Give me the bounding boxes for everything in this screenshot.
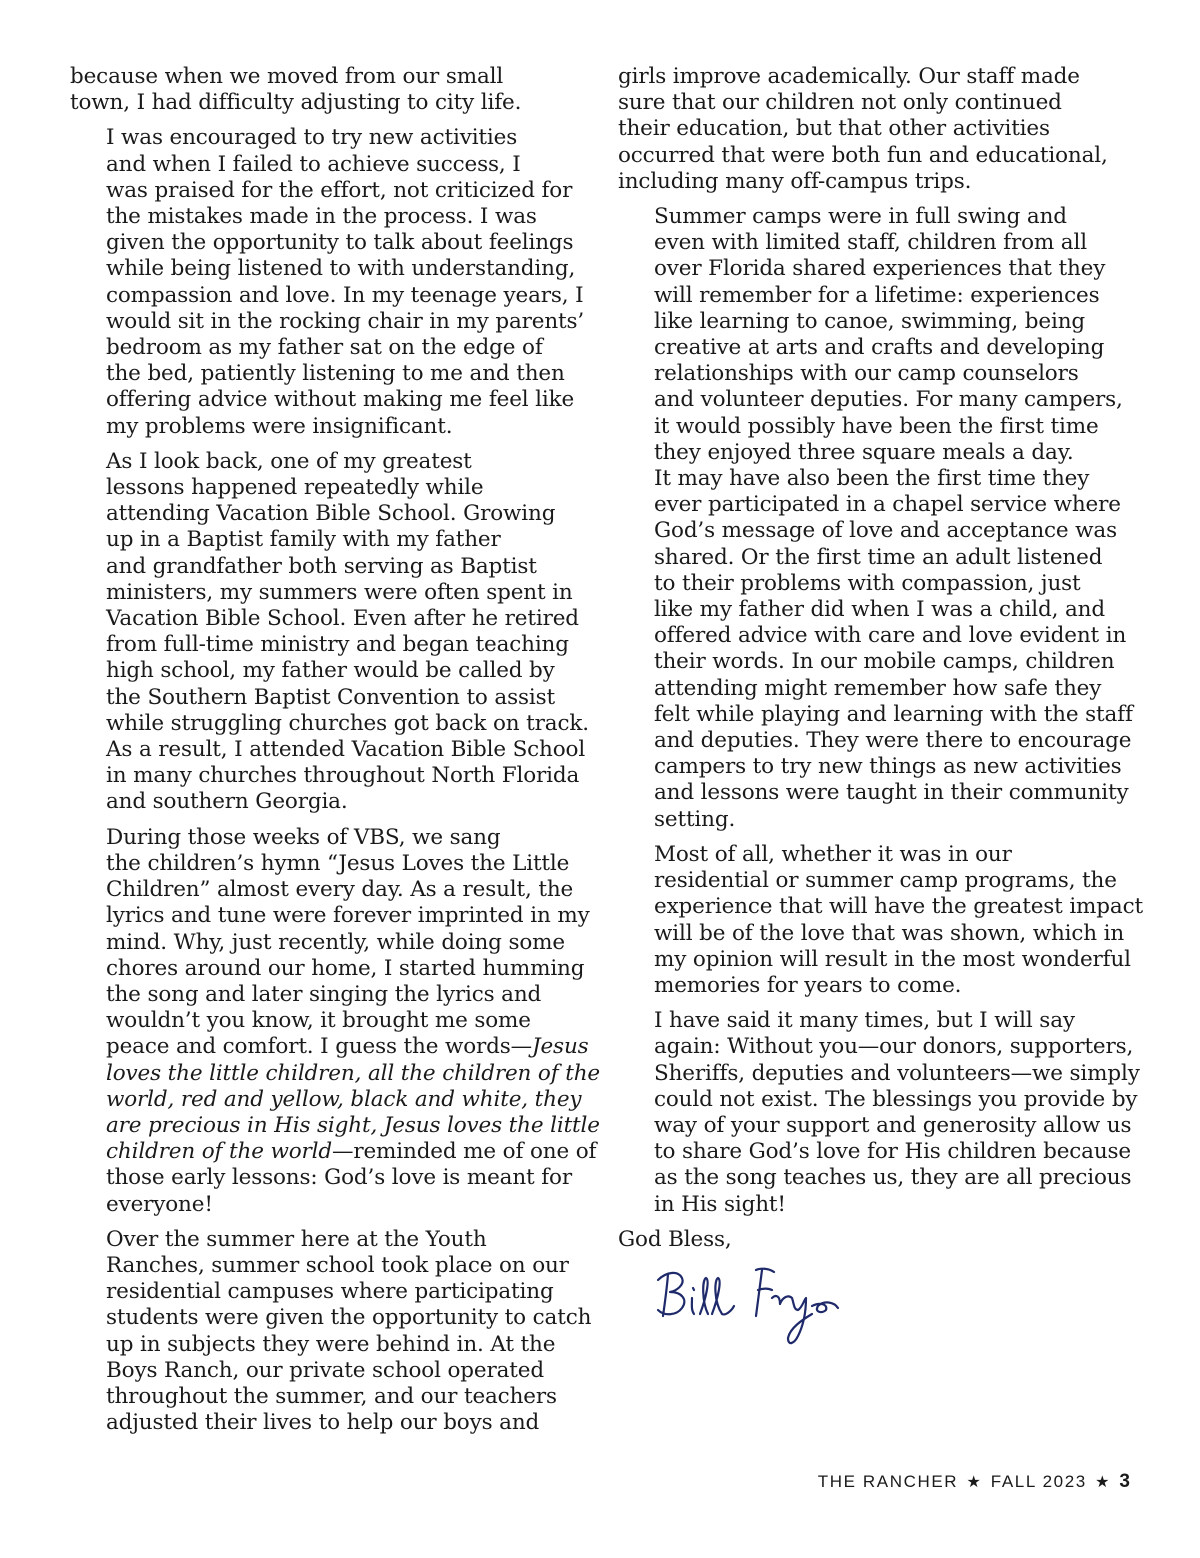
text-line: Over the summer here at the Youth [106, 1226, 487, 1252]
text-line: their words. In our mobile camps, children [654, 649, 1115, 675]
signature-stroke [663, 1274, 668, 1316]
text-line: During those weeks of VBS, we sang [106, 824, 501, 850]
signature-stroke [693, 1288, 694, 1290]
text-line: to their problems with compassion, just [654, 570, 1081, 596]
text-line: from full-time ministry and began teaching [106, 632, 569, 658]
text-line: the Southern Baptist Convention to assist [106, 684, 555, 710]
text-line: wouldn’t you know, it brought me some [106, 1008, 531, 1034]
text-line: the children’s hymn “Jesus Loves the Little [106, 850, 570, 876]
paragraph [70, 64, 575, 116]
text-line: and southern Georgia. [106, 789, 348, 815]
text-line: sure that our children not only continued [618, 90, 1062, 116]
text-line: up in a Baptist family with my father [106, 527, 501, 553]
text-line: lyrics and tune were forever imprinted in my [106, 903, 590, 929]
page-number: 3 [1119, 1471, 1130, 1492]
text-line: ever participated in a chapel service where [654, 492, 1121, 518]
text-line [70, 1060, 600, 1087]
paragraph [618, 64, 1134, 195]
paragraph [70, 448, 589, 816]
text-line: my problems were insignificant. [106, 413, 453, 439]
text-line: compassion and love. In my teenage years, I [106, 282, 584, 308]
text-line [70, 1112, 600, 1139]
signature-stroke [756, 1269, 774, 1272]
signature-stroke [812, 1302, 838, 1312]
text-line: experience that will have the greatest impact [654, 894, 1143, 920]
text-line: as the song teaches us, they are all precious [654, 1165, 1132, 1191]
text-line: including many off-campus trips. [618, 168, 972, 194]
text-line: everyone! [106, 1191, 213, 1217]
closing-salutation [618, 1227, 1134, 1253]
text-run: —reminded me of one of [331, 1139, 597, 1165]
text-line: It may have also been the first time they [654, 466, 1090, 492]
star-icon: ★ [1095, 1474, 1112, 1491]
text-line: lessons happened repeatedly while [106, 475, 484, 501]
signature-stroke [712, 1278, 734, 1314]
lyrics-italic: world, red and yellow, black and white, they [106, 1086, 582, 1112]
text-line: attending might remember how safe they [654, 675, 1102, 701]
text-line: creative at arts and crafts and developing [654, 335, 1105, 361]
text-line: those early lessons: God’s love is meant for [106, 1165, 572, 1191]
lyrics-italic: children of the world [106, 1139, 332, 1165]
text-line: like learning to canoe, swimming, being [654, 308, 1086, 334]
signature-stroke [756, 1270, 762, 1316]
text-line: will remember for a lifetime: experiences [654, 282, 1100, 308]
lyrics-italic: are precious in His sight, Jesus loves the little [106, 1112, 600, 1138]
text-line: memories for years to come. [654, 972, 962, 998]
text-line: while struggling churches got back on track. [106, 710, 589, 736]
text-line: Vacation Bible School. Even after he retired [106, 606, 579, 632]
paragraph [70, 1226, 592, 1437]
signature [648, 1258, 858, 1358]
text-line: in His sight! [654, 1191, 786, 1217]
text-line: As I look back, one of my greatest [106, 448, 472, 474]
paragraph [70, 125, 585, 439]
text-line: again: Without you—our donors, supporters, [654, 1034, 1134, 1060]
page-footer [818, 1471, 1130, 1493]
text-line: the mistakes made in the process. I was [106, 204, 537, 230]
text-line: and deputies. They were there to encourage [654, 728, 1132, 754]
text-line [70, 1086, 582, 1113]
lyrics-italic: Jesus [532, 1034, 589, 1060]
text-line: while being listened to with understanding, [106, 256, 576, 282]
text-line: way of your support and generosity allow us [654, 1112, 1132, 1138]
text-line: was praised for the effort, not criticized for [106, 177, 573, 203]
text-line: students were given the opportunity to catch [106, 1305, 592, 1331]
text-line: occurred that were both fun and educational, [618, 142, 1108, 168]
text-line: offering advice without making me feel like [106, 387, 575, 413]
text-line: God Bless, [618, 1226, 732, 1252]
text-line: girls improve academically. Our staff made [618, 64, 1080, 89]
text-line: Sheriffs, deputies and volunteers—we simply [654, 1060, 1140, 1086]
text-line: over Florida shared experiences that they [654, 256, 1106, 282]
text-line: their education, but that other activities [618, 116, 1050, 142]
star-icon: ★ [966, 1474, 983, 1491]
text-line: in many churches throughout North Florida [106, 763, 580, 789]
signature-stroke [658, 1273, 684, 1314]
text-line: it would possibly have been the first time [654, 413, 1099, 439]
text-line: Summer camps were in full swing and [654, 204, 1067, 230]
text-line: could not exist. The blessings you provide by [654, 1086, 1138, 1112]
text-line: offered advice with care and love evident in [654, 623, 1127, 649]
signature-stroke [692, 1298, 694, 1314]
signature-stroke [758, 1289, 772, 1291]
text-line: they enjoyed three square meals a day. [654, 439, 1074, 465]
paragraph [618, 841, 1143, 999]
text-line: throughout the summer, and our teachers [106, 1383, 557, 1409]
text-line [70, 1139, 597, 1165]
text-run: peace and comfort. I guess the words— [106, 1034, 533, 1060]
text-line: town, I had difficulty adjusting to city life. [70, 90, 522, 116]
text-line: the bed, patiently listening to me and then [106, 361, 565, 387]
text-line: will be of the love that was shown, which in [654, 920, 1125, 946]
text-line: campers to try new things as new activities [654, 754, 1122, 780]
issue-label: FALL 2023 [990, 1472, 1087, 1491]
text-line: high school, my father would be called by [106, 658, 555, 684]
text-line: up in subjects they were behind in. At the [106, 1331, 556, 1357]
text-line: Ranches, summer school took place on our [106, 1252, 569, 1278]
text-line: bedroom as my father sat on the edge of [106, 335, 543, 361]
text-line: mind. Why, just recently, while doing some [106, 929, 565, 955]
text-line: and grandfather both serving as Baptist [106, 553, 537, 579]
text-line: and when I failed to achieve success, I [106, 151, 521, 177]
text-line: ministers, my summers were often spent in [106, 579, 573, 605]
text-line: residential or summer camp programs, the [654, 868, 1117, 894]
text-line: Children” almost every day. As a result, the [106, 877, 574, 903]
text-line: attending Vacation Bible School. Growing [106, 501, 556, 527]
text-line: I have said it many times, but I will say [654, 1008, 1075, 1034]
signature-stroke [772, 1296, 812, 1343]
text-line: setting. [654, 806, 736, 832]
text-line: the song and later singing the lyrics and [106, 981, 542, 1007]
text-line: chores around our home, I started humming [106, 955, 585, 981]
text-line: my opinion will result in the most wonderful [654, 946, 1131, 972]
paragraph [618, 1008, 1140, 1218]
text-line: adjusted their lives to help our boys and [106, 1410, 540, 1436]
signature-stroke [700, 1278, 708, 1314]
text-line: felt while playing and learning with the staff [654, 701, 1133, 727]
text-line: to share God’s love for His children because [654, 1139, 1132, 1165]
right-column [618, 64, 1143, 1262]
text-line: shared. Or the first time an adult listened [654, 544, 1103, 570]
text-line: would sit in the rocking chair in my parents’ [106, 308, 585, 334]
text-line: residential campuses where participating [106, 1279, 554, 1305]
paragraph [70, 824, 600, 1218]
publication-name: THE RANCHER [817, 1472, 959, 1491]
text-line: even with limited staff, children from all [654, 230, 1087, 256]
text-line: and lessons were taught in their community [654, 780, 1129, 806]
lyrics-italic: loves the little children, all the children of the [106, 1060, 600, 1086]
text-line: like my father did when I was a child, and [654, 597, 1105, 623]
text-line: and volunteer deputies. For many campers, [654, 387, 1123, 413]
text-line: As a result, I attended Vacation Bible School [106, 737, 586, 763]
text-line: I was encouraged to try new activities [106, 125, 518, 151]
paragraph [618, 204, 1134, 833]
text-line: Most of all, whether it was in our [654, 841, 1012, 867]
text-line: because when we moved from our small [70, 64, 504, 89]
text-line: given the opportunity to talk about feelings [106, 230, 574, 256]
text-line: God’s message of love and acceptance was [654, 518, 1117, 544]
text-line: Boys Ranch, our private school operated [106, 1357, 544, 1383]
text-line: relationships with our camp counselors [654, 361, 1079, 387]
text-line [70, 1034, 589, 1060]
left-column [70, 64, 600, 1445]
